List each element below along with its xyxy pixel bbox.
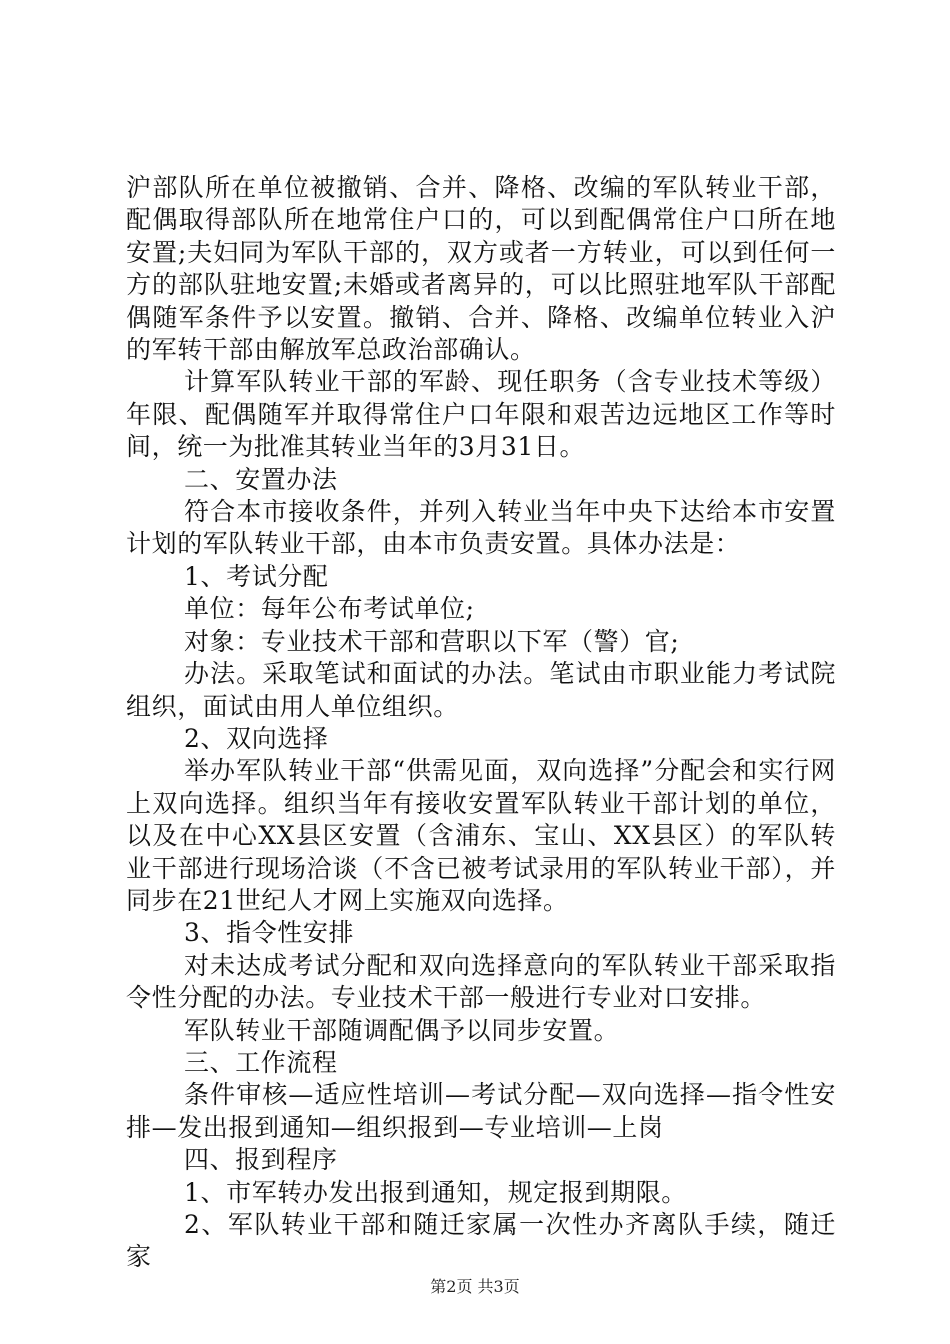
document-body [126, 172, 836, 1274]
paragraph: 举办军队转业干部“供需见面，双向选择”分配会和实行网上双向选择。组织当年有接收安置军队转业干部计划的单位，以及在中心XX县区安置（含浦东、宝山、XX县区）的军队转业干部进行现场洽谈（不含已被考试录用的军队转业干部），并同步在21世纪人才网上实施双向选择。 [126, 756, 836, 915]
paragraph: 军队转业干部随调配偶予以同步安置。 [184, 1015, 620, 1045]
paragraph: 1、市军转办发出报到通知，规定报到期限。 [184, 1177, 687, 1207]
paragraph: 单位：每年公布考试单位; [184, 594, 475, 624]
paragraph: 符合本市接收条件，并列入转业当年中央下达给本市安置计划的军队转业干部，由本市负责安置。具体办法是： [126, 497, 836, 559]
paragraph: 四、报到程序 [184, 1145, 338, 1175]
paragraph: 沪部队所在单位被撤销、合并、降格、改编的军队转业干部，配偶取得部队所在地常住户口的，可以到配偶常住户口所在地安置;夫妇同为军队干部的，双方或者一方转业，可以到任何一方的部队驻地安置;未婚或者离异的，可以比照驻地军队干部配偶随军条件予以安置。撤销、合并、降格、改编单位转业入沪的军转干部由解放军总政治部确认。 [126, 173, 836, 365]
paragraph: 2、双向选择 [184, 723, 329, 753]
paragraph: 三、工作流程 [184, 1047, 338, 1077]
page-footer: 第2页 共3页 [430, 1277, 520, 1296]
paragraph: 办法。采取笔试和面试的办法。笔试由市职业能力考试院组织，面试由用人单位组织。 [126, 659, 836, 721]
paragraph: 1、考试分配 [184, 561, 329, 591]
paragraph: 条件审核—适应性培训—考试分配—双向选择—指令性安排—发出报到通知—组织报到—专业培训—上岗 [126, 1080, 836, 1142]
paragraph: 计算军队转业干部的军龄、现任职务（含专业技术等级）年限、配偶随军并取得常住户口年限和艰苦边远地区工作等时间，统一为批准其转业当年的3月31日。 [126, 367, 836, 462]
paragraph: 3、指令性安排 [184, 918, 355, 948]
paragraph: 2、军队转业干部和随迁家属一次性办齐离队手续，随迁家 [126, 1210, 836, 1272]
paragraph: 对象：专业技术干部和营职以下军（警）官; [184, 626, 680, 656]
paragraph: 对未达成考试分配和双向选择意向的军队转业干部采取指令性分配的办法。专业技术干部一般进行专业对口安排。 [126, 950, 836, 1013]
paragraph: 二、安置办法 [184, 464, 338, 494]
